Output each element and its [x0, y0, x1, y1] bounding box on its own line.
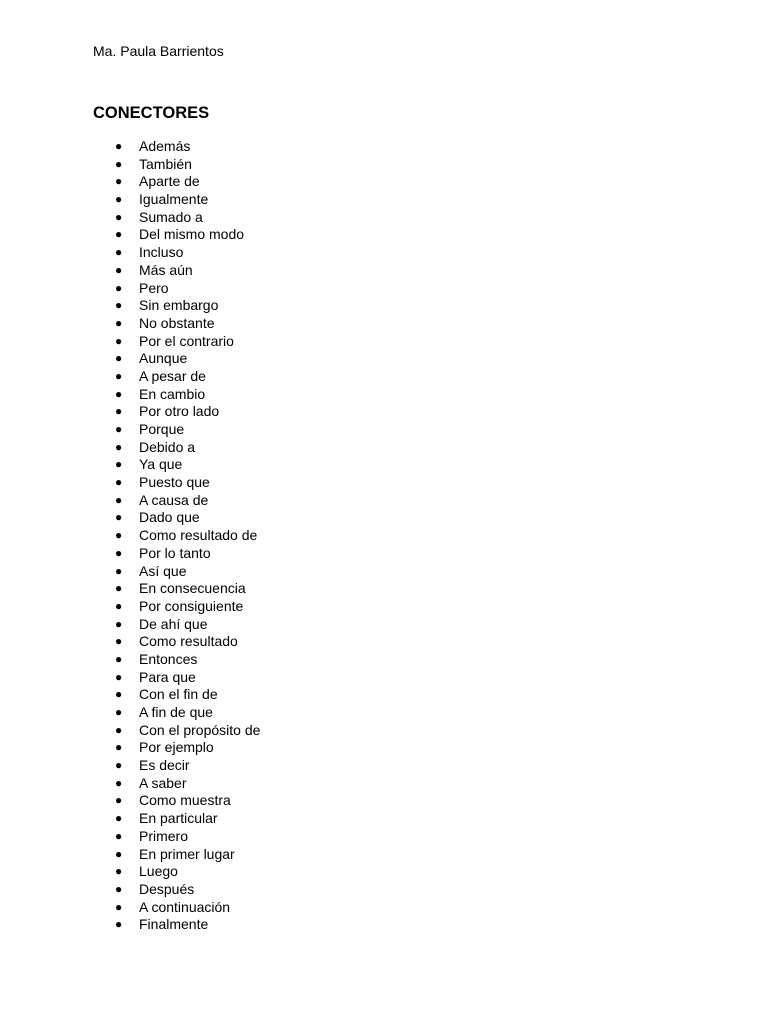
list-item-label: Igualmente	[139, 191, 209, 208]
bullet-icon: ●	[115, 386, 123, 401]
bullet-icon: ●	[115, 298, 123, 313]
list-item-label: Más aún	[139, 261, 193, 278]
list-item-label: Con el propósito de	[139, 721, 261, 738]
bullet-icon: ●	[115, 280, 123, 295]
list-item-label: Es decir	[139, 757, 190, 774]
list-item-label: Por consiguiente	[139, 597, 244, 614]
bullet-icon: ●	[115, 811, 123, 826]
list-item-label: Luego	[139, 863, 178, 880]
bullet-icon: ●	[115, 846, 123, 861]
list-item-label: A causa de	[139, 491, 209, 508]
list-item-label: Incluso	[139, 244, 184, 261]
list-item-label: Por lo tanto	[139, 544, 211, 561]
list-item-label: Ya que	[139, 456, 183, 473]
bullet-icon: ●	[115, 227, 123, 242]
bullet-icon: ●	[115, 492, 123, 507]
bullet-icon: ●	[115, 722, 123, 737]
list-item-label: Así que	[139, 562, 187, 579]
list-item-label: Debido a	[139, 438, 196, 455]
list-item-label: A pesar de	[139, 367, 206, 384]
list-item-label: A continuación	[139, 898, 231, 915]
bullet-icon: ●	[115, 917, 123, 932]
list-item-label: Como resultado de	[139, 527, 258, 544]
list-item-label: Finalmente	[139, 916, 209, 933]
bullet-icon: ●	[115, 881, 123, 896]
bullet-icon: ●	[115, 793, 123, 808]
bullet-icon: ●	[115, 510, 123, 525]
list-item-label: Después	[139, 880, 195, 897]
bullet-icon: ●	[115, 545, 123, 560]
bullet-icon: ●	[115, 705, 123, 719]
bullet-icon: ●	[115, 156, 123, 171]
list-item-label: Para que	[139, 668, 196, 685]
list-item-label: Pero	[139, 279, 169, 296]
list-item-label: Como resultado	[139, 633, 238, 650]
list-item-label: A fin de que	[139, 704, 213, 720]
bullet-icon: ●	[115, 634, 123, 649]
bullet-icon: ●	[115, 740, 123, 755]
bullet-icon: ●	[115, 439, 123, 454]
list-item-label: También	[139, 155, 192, 172]
author-name: Ma. Paula Barrientos	[93, 43, 224, 59]
list-item-label: No obstante	[139, 314, 215, 331]
list-item-label: Entonces	[139, 650, 198, 667]
list-item-label: En particular	[139, 810, 218, 827]
list-item-label: De ahí que	[139, 615, 208, 632]
list-item-label: Porque	[139, 421, 185, 437]
bullet-icon: ●	[115, 422, 123, 436]
bullet-icon: ●	[115, 581, 123, 596]
bullet-icon: ●	[115, 333, 123, 348]
bullet-icon: ●	[115, 262, 123, 277]
bullet-icon: ●	[115, 404, 123, 419]
list-item-label: En cambio	[139, 385, 206, 402]
bullet-icon: ●	[115, 598, 123, 613]
bullet-icon: ●	[115, 687, 123, 702]
bullet-icon: ●	[115, 192, 123, 207]
list-item-label: Sumado a	[139, 208, 203, 225]
list-item-label: A saber	[139, 774, 187, 791]
bullet-icon: ●	[115, 616, 123, 631]
bullet-icon: ●	[115, 475, 123, 490]
list-item-label: Con el fin de	[139, 686, 218, 703]
list-item-label: Además	[139, 138, 191, 154]
bullet-icon: ●	[115, 209, 123, 224]
list-item-label: En consecuencia	[139, 580, 246, 597]
list-item-label: Dado que	[139, 509, 200, 526]
bullet-icon: ●	[115, 669, 123, 684]
bullet-icon: ●	[115, 315, 123, 330]
bullet-icon: ●	[115, 528, 123, 543]
bullet-icon: ●	[115, 899, 123, 914]
list-item-label: Aparte de	[139, 173, 200, 190]
list-item-label: Por ejemplo	[139, 739, 214, 756]
list-item-label: Aunque	[139, 350, 188, 367]
list-item-label: Como muestra	[139, 792, 231, 809]
bullet-icon: ●	[115, 758, 123, 773]
bullet-icon: ●	[115, 563, 123, 578]
list-item-label: Primero	[139, 827, 189, 844]
list-item-label: Puesto que	[139, 474, 210, 491]
bullet-icon: ●	[115, 775, 123, 790]
bullet-icon: ●	[115, 828, 123, 843]
bullet-icon: ●	[115, 864, 123, 879]
bullet-icon: ●	[115, 245, 123, 260]
list-item-label: Sin embargo	[139, 297, 219, 314]
bullet-icon: ●	[115, 174, 123, 189]
bullet-icon: ●	[115, 139, 123, 153]
list-item-label: Por otro lado	[139, 403, 220, 420]
list-item-label: Del mismo modo	[139, 226, 245, 243]
bullet-icon: ●	[115, 351, 123, 366]
list-item-label: En primer lugar	[139, 845, 235, 862]
bullet-icon: ●	[115, 651, 123, 666]
bullet-icon: ●	[115, 457, 123, 472]
list-item-label: Por el contrario	[139, 332, 234, 349]
page-title: CONECTORES	[93, 104, 210, 122]
bullet-icon: ●	[115, 368, 123, 383]
